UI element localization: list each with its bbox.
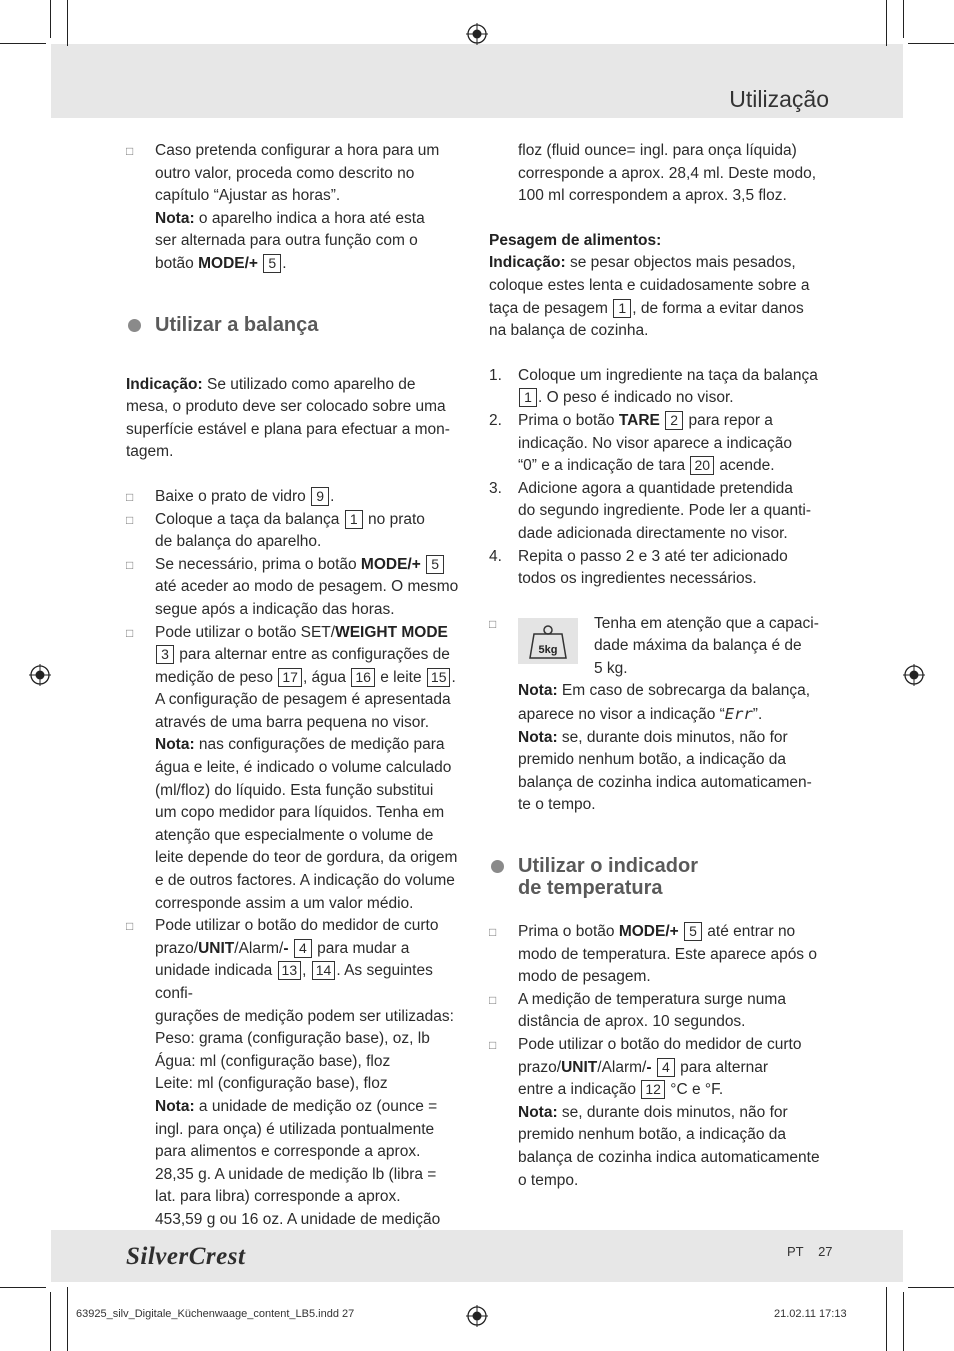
note-label: Nota:: [155, 736, 195, 754]
text-line: [518, 410, 831, 433]
text-line: [518, 1057, 831, 1080]
text: Pode utilizar o botão SET/: [155, 623, 336, 641]
text-line: indicação. No visor aparece a indicação: [518, 434, 792, 452]
crop-mark: [0, 43, 46, 44]
text-line: dade adicionada directamente no visor.: [518, 524, 788, 542]
text: o aparelho indica a hora até esta: [194, 209, 425, 227]
text-line: [155, 509, 468, 532]
numbered-step: [489, 546, 831, 591]
note-label: Nota:: [518, 728, 558, 746]
indication-label: Indicação:: [489, 254, 566, 272]
reference-number: 12: [641, 1080, 665, 1099]
file-info: 63925_silv_Digitale_Küchenwaage_content_LB5.indd 27: [76, 1308, 355, 1320]
text-line: 28,35 g. A unidade de medição lb (libra =: [155, 1165, 437, 1183]
text: prazo/: [518, 1058, 562, 1076]
text-line: corresponde assim a um valor médio.: [155, 894, 414, 912]
checkbox-bullet-icon: □: [126, 919, 134, 934]
text-line: floz (fluid ounce= ingl. para onça líquida): [518, 142, 797, 159]
text-line: Caso pretenda configurar a hora para um: [155, 142, 440, 159]
subheading-text: Pesagem de alimentos:: [489, 231, 662, 249]
reference-number: 3: [156, 645, 174, 664]
list-item: [489, 989, 831, 1034]
text-line: através de uma barra pequena no visor.: [155, 713, 430, 731]
error-display: Err: [724, 705, 753, 724]
text: Prima o botão: [518, 923, 619, 941]
note-label: Nota:: [155, 209, 195, 227]
max-weight-icon: [518, 618, 578, 664]
text-line: premido nenhum botão, a indicação da: [518, 1126, 786, 1144]
text-line: todos os ingredientes necessários.: [518, 570, 757, 588]
button-name: UNIT: [561, 1058, 598, 1076]
left-column: [126, 140, 468, 1232]
text: /Alarm/: [234, 939, 284, 957]
text: para alternar: [675, 1058, 769, 1076]
text: Se utilizado como aparelho de: [202, 375, 416, 393]
text: “0” e a indicação de tara: [518, 457, 690, 475]
text-line: [518, 455, 831, 478]
list-item: [489, 613, 831, 817]
button-name: TARE: [618, 411, 660, 429]
text-line: água e leite, é indicado o volume calculado: [155, 759, 452, 777]
text-line: Coloque um ingrediente na taça da balança: [518, 366, 818, 384]
reference-number: 14: [312, 961, 336, 980]
text-line: [518, 921, 831, 944]
page-title: Utilização: [729, 86, 829, 112]
text-line: leite depende do teor de gordura, da origem: [155, 849, 458, 867]
text-line: lat. para libra) corresponde a aprox.: [155, 1188, 401, 1206]
text-line: [155, 734, 468, 757]
page-info: [787, 1244, 833, 1259]
text-line: [126, 374, 468, 397]
text-line: te o tempo.: [518, 796, 596, 814]
text-line: A medição de temperatura surge numa: [518, 990, 786, 1008]
reference-number: 13: [278, 961, 302, 980]
text-line: 5 kg.: [594, 659, 628, 677]
text-line: Pode utilizar o botão do medidor de curto: [155, 917, 439, 935]
text: se, durante dois minutos, não for: [557, 1103, 788, 1121]
list-item: [489, 921, 831, 989]
numbered-step: [489, 365, 831, 410]
button-name: WEIGHT MODE: [335, 623, 448, 641]
text-line: mesa, o produto deve ser colocado sobre uma: [126, 398, 446, 416]
text-line: [518, 703, 831, 727]
bullet-dot-icon: [128, 319, 141, 332]
button-name: -: [283, 939, 289, 957]
text: °C e °F.: [665, 1081, 724, 1099]
weight-icon: [518, 618, 578, 664]
reference-number: 4: [294, 939, 312, 958]
text: prazo/: [155, 939, 199, 957]
text-line: Repita o passo 2 e 3 até ter adicionado: [518, 547, 788, 565]
registration-mark-icon: [466, 1305, 488, 1327]
registration-mark-icon: [903, 664, 925, 686]
text-line: Adicione agora a quantidade pretendida: [518, 479, 793, 497]
subheading: [489, 230, 831, 253]
button-name: -: [646, 1058, 652, 1076]
step-number: 1.: [489, 366, 502, 384]
crop-mark: [67, 1287, 68, 1351]
text: , de forma a evitar danos: [632, 299, 804, 317]
text: Baixe o prato de vidro: [155, 487, 311, 505]
reference-number: 15: [427, 668, 451, 687]
bullet-dot-icon: [491, 860, 504, 873]
reference-number: 17: [278, 668, 302, 687]
reference-number: 9: [311, 487, 329, 506]
checkbox-bullet-icon: □: [126, 557, 134, 572]
checkbox-bullet-icon: □: [126, 144, 134, 158]
text-line: distância de aprox. 10 segundos.: [518, 1013, 746, 1031]
text-line: na balança de cozinha.: [489, 322, 649, 340]
text: Prima o botão: [518, 411, 619, 429]
text-line: Leite: ml (configuração base), floz: [155, 1075, 388, 1093]
checkbox-bullet-icon: □: [489, 925, 497, 940]
text-line: [518, 680, 831, 703]
text-line: [155, 208, 468, 231]
text-line: balança de cozinha indica automaticamen-: [518, 773, 812, 791]
text-line: [518, 1079, 831, 1102]
text: no prato: [363, 510, 425, 528]
right-column: [489, 140, 831, 1192]
text: e leite: [375, 668, 426, 686]
text-line: atenção que especialmente o volume de: [155, 826, 434, 844]
text-line: [518, 1102, 831, 1125]
crop-mark: [50, 0, 51, 38]
text-line: [155, 644, 468, 667]
text-line: [155, 622, 468, 645]
text: . As seguintes confi-: [155, 962, 433, 1002]
text: até entrar no: [702, 923, 796, 941]
text-line: ser alternada para outra função com o: [155, 232, 418, 250]
text-line: Tenha em atenção que a capaci-: [594, 614, 819, 632]
list-item: [489, 1034, 831, 1192]
text: se, durante dois minutos, não for: [557, 728, 788, 746]
text: Se necessário, prima o botão: [155, 555, 361, 573]
checkbox-bullet-icon: □: [126, 512, 134, 527]
heading-text: Utilizar a balança: [155, 313, 319, 336]
list-item: [126, 486, 468, 509]
text-line: [155, 938, 468, 961]
note-label: Nota:: [518, 682, 558, 700]
text-line: [489, 298, 831, 321]
text: . O peso é indicado no visor.: [538, 389, 734, 407]
text: para mudar a: [312, 939, 410, 957]
checkbox-bullet-icon: □: [489, 616, 497, 631]
crop-mark: [886, 1287, 887, 1351]
text-line: até aceder ao modo de pesagem. O mesmo: [155, 578, 459, 596]
text-line: balança de cozinha indica automaticamente: [518, 1148, 820, 1166]
text-line: 453,59 g ou 16 oz. A unidade de medição: [155, 1210, 441, 1228]
text-line: gurações de medição podem ser utilizadas:: [155, 1007, 454, 1025]
text: botão: [155, 254, 199, 272]
numbered-step: [489, 410, 831, 478]
text-line: Peso: grama (configuração base), oz, lb: [155, 1030, 430, 1048]
registration-mark-icon: [466, 23, 488, 45]
text: entre a indicação: [518, 1081, 641, 1099]
list-item: [126, 622, 468, 916]
text-line: [155, 554, 468, 577]
reference-number: 1: [519, 388, 537, 407]
text-line: [489, 252, 831, 275]
note-label: Nota:: [155, 1097, 195, 1115]
list-item: [126, 554, 468, 622]
checkbox-bullet-icon: □: [489, 992, 497, 1007]
list-item: [126, 915, 468, 1231]
reference-number: 20: [690, 456, 714, 475]
text: nas configurações de medição para: [194, 736, 445, 754]
heading-text: Utilizar o indicador: [518, 855, 699, 878]
text: se pesar objectos mais pesados,: [565, 254, 796, 272]
button-name: MODE: [198, 254, 245, 272]
reference-number: 5: [684, 922, 702, 941]
text-line: dade máxima da balança é de: [594, 637, 802, 655]
text-line: Pode utilizar o botão do medidor de curto: [518, 1036, 802, 1053]
text: para alternar entre as configurações de: [175, 646, 450, 664]
text-line: o tempo.: [518, 1171, 579, 1189]
section-heading: [489, 855, 831, 899]
crop-mark: [903, 1292, 904, 1351]
crop-mark: [886, 0, 887, 46]
text: unidade indicada: [155, 962, 277, 980]
list-item: [126, 140, 468, 276]
section-heading: [126, 314, 468, 336]
crop-mark: [0, 1287, 46, 1288]
text: acende.: [715, 457, 775, 475]
checkbox-bullet-icon: □: [126, 625, 134, 640]
text: taça de pesagem: [489, 299, 613, 317]
text-line: corresponde a aprox. 28,4 ml. Deste modo,: [518, 164, 817, 182]
crop-mark: [903, 0, 904, 38]
reference-number: 4: [657, 1058, 675, 1077]
text: medição de peso: [155, 668, 278, 686]
text-line: [155, 1096, 468, 1119]
button-name: MODE: [618, 923, 666, 941]
text: .: [282, 254, 287, 272]
button-name: MODE: [360, 555, 408, 573]
button-name: /+: [244, 254, 258, 272]
text: Coloque a taça da balança: [155, 510, 344, 528]
crop-mark: [908, 1287, 954, 1288]
text-line: um copo medidor para líquidos. Tenha em: [155, 804, 445, 822]
text-line: ingl. para onça) é utilizada pontualmente: [155, 1120, 435, 1138]
text-line: do segundo ingrediente. Pode ler a quanti-: [518, 502, 811, 520]
step-number: 4.: [489, 547, 502, 565]
reference-number: 5: [263, 254, 281, 273]
text-line: modo de pesagem.: [518, 968, 651, 986]
checkbox-bullet-icon: □: [489, 1038, 497, 1052]
language-code: PT: [787, 1244, 804, 1259]
text-line: [155, 960, 468, 1005]
numbered-step: [489, 478, 831, 546]
text: .: [451, 668, 456, 686]
text-line: e de outros factores. A indicação do volume: [155, 872, 455, 890]
weight-icon-label: 5kg: [538, 643, 558, 656]
text-line: [518, 387, 831, 410]
text: , água: [302, 668, 351, 686]
crop-mark: [908, 43, 954, 44]
print-date: 21.02.11 17:13: [774, 1308, 847, 1320]
reference-number: 16: [351, 668, 375, 687]
text-line: tagem.: [126, 443, 174, 461]
reference-number: 5: [426, 555, 444, 574]
indication-label: Indicação:: [126, 375, 203, 393]
button-name: UNIT: [198, 939, 235, 957]
crop-mark: [67, 0, 68, 46]
crop-mark: [50, 1292, 51, 1351]
step-number: 3.: [489, 479, 502, 497]
text-line: premido nenhum botão, a indicação da: [518, 751, 786, 769]
text-line: [155, 253, 468, 276]
text: para repor a: [684, 411, 773, 429]
text-line: capítulo “Ajustar as horas”.: [155, 187, 341, 205]
text-line: para alimentos e corresponde a aprox.: [155, 1143, 421, 1161]
list-item: [126, 509, 468, 554]
text-line: [155, 486, 468, 509]
text: .: [330, 487, 335, 505]
text-line: 100 ml correspondem a aprox. 3,5 floz.: [518, 187, 787, 205]
text-line: superfície estável e plana para efectuar a mon-: [126, 420, 450, 438]
button-name: /+: [665, 923, 679, 941]
text-line: de balança do aparelho.: [155, 533, 322, 551]
text: /Alarm/: [597, 1058, 647, 1076]
text: ,: [302, 962, 311, 980]
registration-mark-icon: [29, 664, 51, 686]
note-label: Nota:: [518, 1103, 558, 1121]
reference-number: 1: [345, 510, 363, 529]
checkbox-bullet-icon: □: [126, 489, 134, 504]
text-line: (ml/floz) do líquido. Esta função substitui: [155, 781, 434, 799]
reference-number: 2: [665, 411, 683, 430]
text-line: A configuração de pesagem é apresentada: [155, 691, 451, 709]
brand-logo: SilverCrest: [126, 1243, 246, 1270]
page-number: 27: [818, 1244, 833, 1259]
text-line: coloque estes lenta e cuidadosamente sobre a: [489, 276, 810, 294]
text-line: Água: ml (configuração base), floz: [155, 1052, 391, 1070]
text: aparece no visor a indicação “: [518, 706, 725, 724]
text-line: outro valor, proceda como descrito no: [155, 164, 415, 182]
step-number: 2.: [489, 411, 502, 429]
text: a unidade de medição oz (ounce =: [194, 1097, 438, 1115]
heading-text: de temperatura: [518, 877, 663, 900]
text-line: modo de temperatura. Este aparece após o: [518, 945, 817, 963]
text-line: [518, 727, 831, 750]
text-line: segue após a indicação das horas.: [155, 600, 395, 618]
button-name: /+: [407, 555, 421, 573]
text: ”.: [752, 706, 763, 724]
text-line: [155, 667, 468, 690]
text: Em caso de sobrecarga da balança,: [557, 682, 811, 700]
reference-number: 1: [613, 299, 631, 318]
